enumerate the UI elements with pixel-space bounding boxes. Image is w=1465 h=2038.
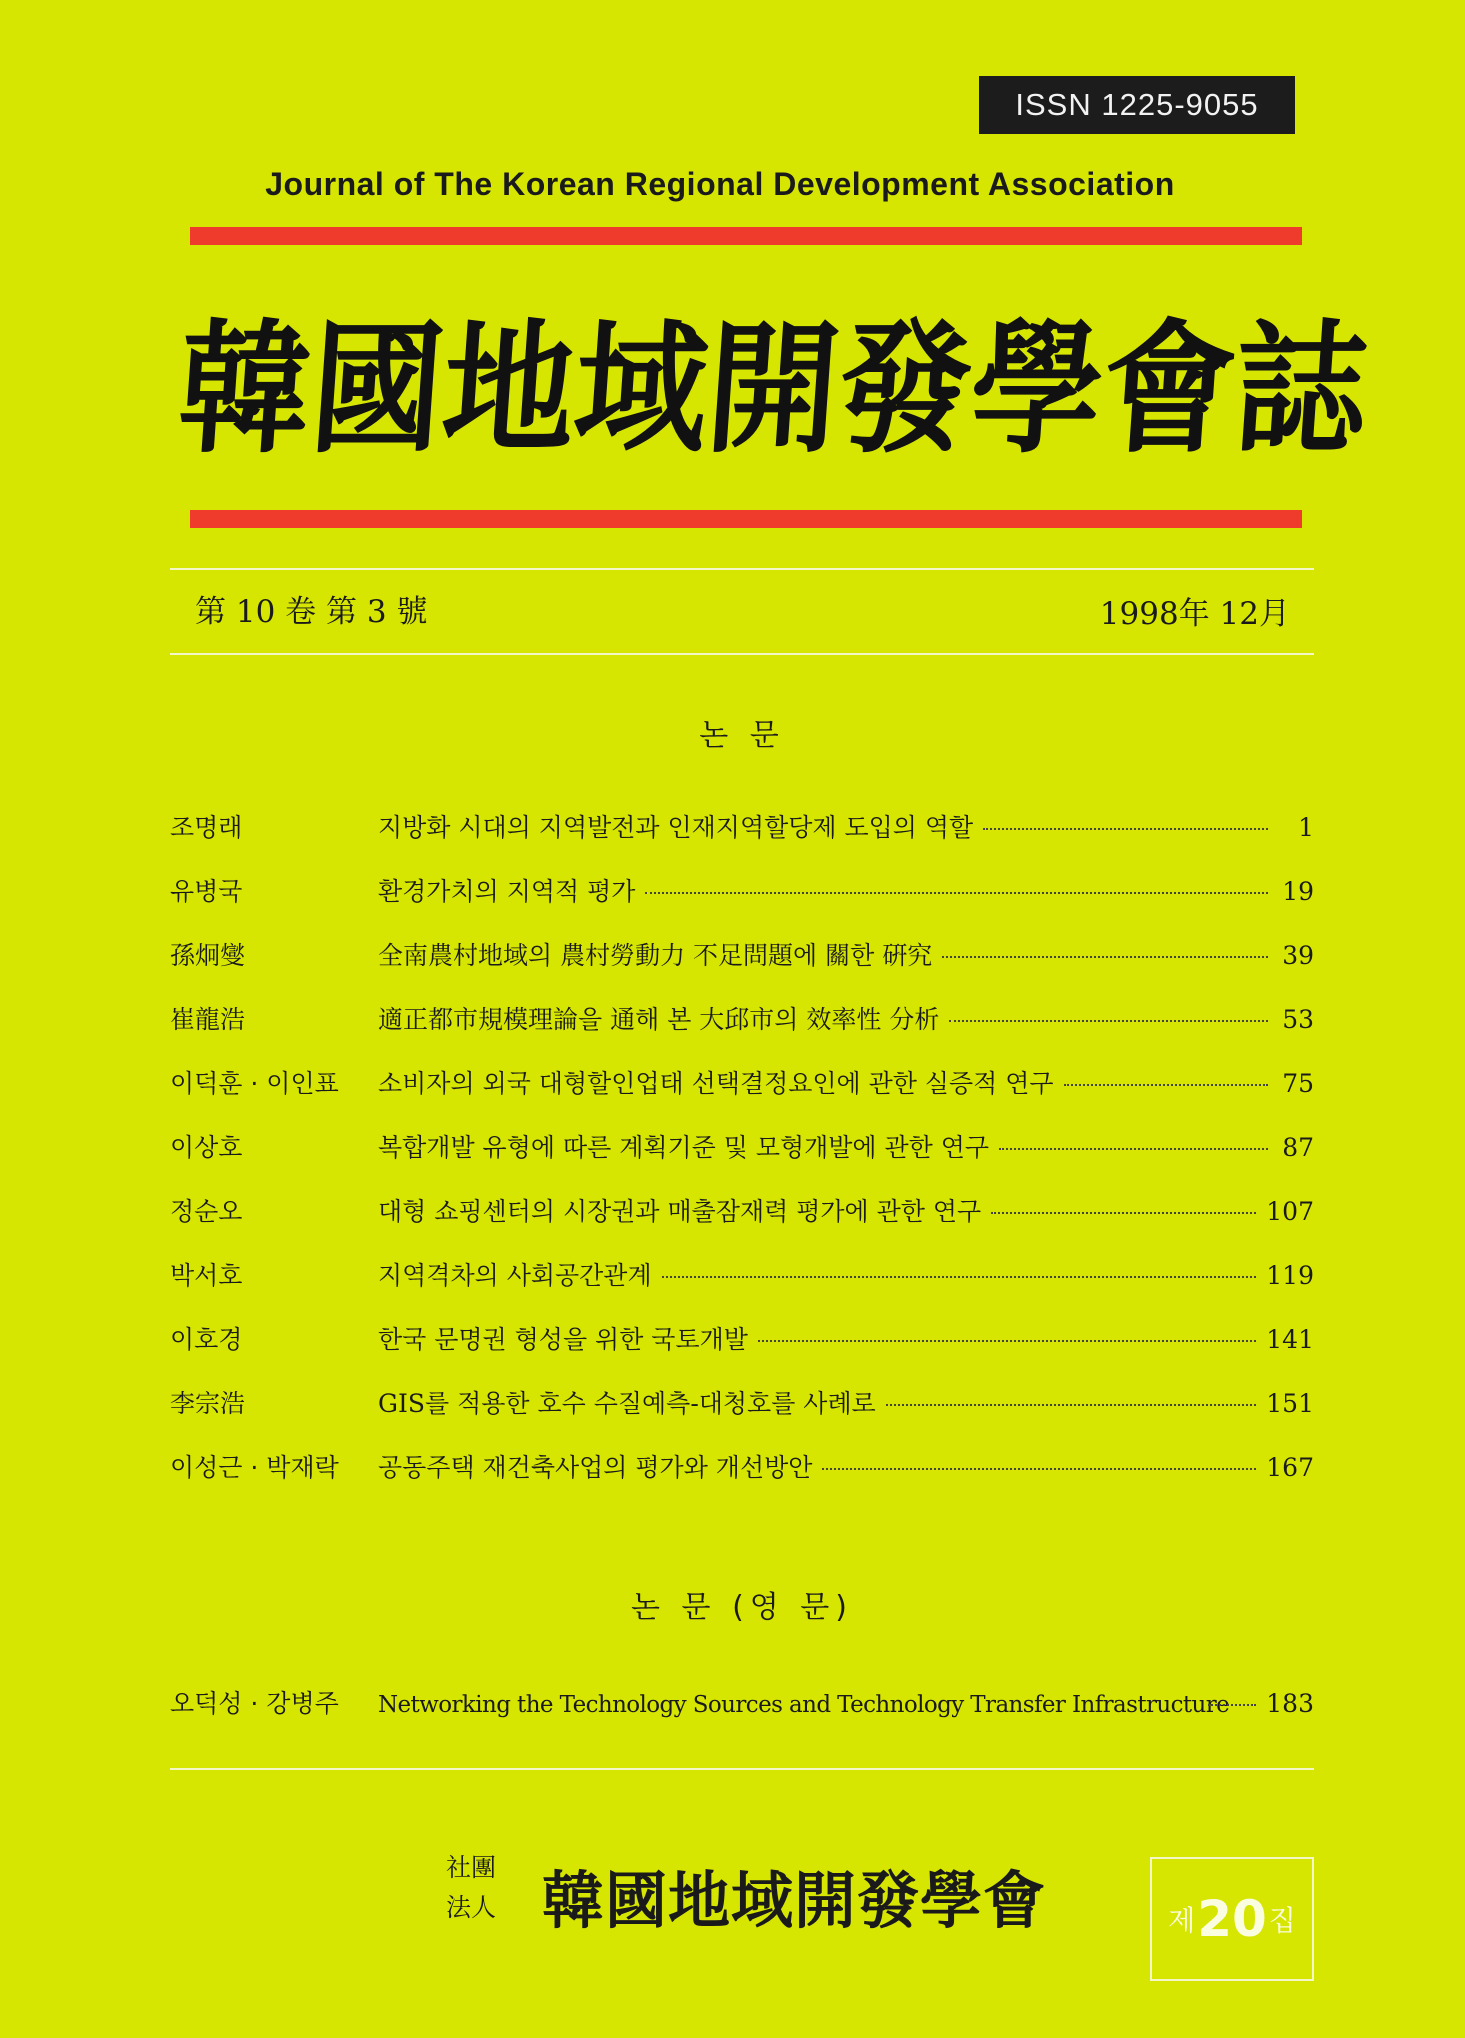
title-char: 發	[833, 305, 977, 474]
toc-title: 공동주택 재건축사업의 평가와 개선방안	[378, 1453, 813, 1482]
toc-title: 복합개발 유형에 따른 계획기준 및 모형개발에 관한 연구	[378, 1133, 990, 1162]
toc-title: 소비자의 외국 대형할인업태 선택결정요인에 관한 실증적 연구	[378, 1069, 1054, 1098]
toc-leader-dots	[886, 1404, 1257, 1406]
toc-author: 정순오	[170, 1197, 243, 1226]
title-char: 國	[305, 305, 449, 474]
toc-leader-dots	[1064, 1084, 1268, 1086]
title-char: 誌	[1229, 305, 1373, 474]
journal-english-title: Journal of The Korean Regional Development Association	[265, 166, 1175, 202]
toc-page: 119	[1266, 1261, 1314, 1290]
toc-author: 오덕성 · 강병주	[170, 1689, 339, 1718]
toc-leader-dots	[983, 828, 1268, 830]
toc-author: 崔龍浩	[170, 1005, 246, 1034]
toc-row	[170, 1064, 1314, 1104]
toc-leader-dots	[999, 1148, 1268, 1150]
red-rule-bottom	[190, 510, 1302, 528]
toc-author: 이호경	[170, 1325, 243, 1354]
toc-row	[170, 1000, 1314, 1040]
toc-author: 이성근 · 박재락	[170, 1453, 339, 1482]
toc-row	[170, 1384, 1314, 1424]
divider	[170, 653, 1314, 655]
toc-title: 한국 문명권 형성을 위한 국토개발	[378, 1325, 748, 1354]
toc-row	[170, 872, 1314, 912]
toc-leader-dots	[758, 1340, 1256, 1342]
toc-title: 適正都市規模理論을 通해 본 大邱市의 效率性 分析	[378, 1005, 940, 1034]
toc-author: 李宗浩	[170, 1389, 246, 1418]
issn-label: ISSN 1225-9055	[979, 76, 1295, 134]
toc-leader-dots	[991, 1212, 1256, 1214]
toc-row	[170, 1320, 1314, 1360]
toc-page: 107	[1266, 1197, 1314, 1226]
toc-page: 167	[1266, 1453, 1314, 1482]
toc-row	[170, 1128, 1314, 1168]
publisher-type	[446, 1848, 496, 1928]
title-char: 地	[437, 305, 581, 474]
toc-page: 53	[1282, 1005, 1314, 1034]
publisher-name: 韓國地域開發學會	[542, 1864, 1047, 1937]
toc-page: 75	[1282, 1069, 1314, 1098]
issue-number-prefix: 제	[1168, 1904, 1196, 1937]
toc-row	[170, 936, 1314, 976]
toc-title: Networking the Technology Sources and Technology Transfer Infrastructure	[378, 1692, 1230, 1718]
toc-author: 박서호	[170, 1261, 243, 1290]
toc-page: 183	[1266, 1689, 1314, 1718]
title-char: 域	[569, 305, 713, 474]
toc-title: 지역격차의 사회공간관계	[378, 1261, 652, 1290]
toc-leader-dots	[822, 1468, 1256, 1470]
toc-leader-dots	[662, 1276, 1257, 1278]
toc-leader-dots	[949, 1020, 1268, 1022]
toc-page: 1	[1298, 813, 1314, 842]
toc-row	[170, 1256, 1314, 1296]
section-heading-papers: 논 문	[699, 718, 785, 753]
issue-number-suffix: 집	[1268, 1904, 1296, 1937]
toc-leader-dots	[942, 956, 1268, 958]
toc-title: 대형 쇼핑센터의 시장권과 매출잠재력 평가에 관한 연구	[378, 1197, 982, 1226]
toc-page: 19	[1282, 877, 1314, 906]
toc-row	[170, 1684, 1314, 1724]
publisher-type-line1: 社團	[446, 1853, 497, 1882]
toc-page: 141	[1266, 1325, 1314, 1354]
title-char: 會	[1097, 305, 1241, 474]
toc-author: 조명래	[170, 813, 243, 842]
toc-leader-dots	[645, 892, 1268, 894]
issue-number-box	[1150, 1857, 1314, 1981]
toc-title: GIS를 적용한 호수 수질예측-대청호를 사례로	[378, 1389, 876, 1418]
toc-title: 全南農村地域의 農村勞動力 不足問題에 關한 硏究	[378, 941, 933, 970]
title-char: 學	[965, 305, 1109, 474]
publisher-type-line2: 法人	[446, 1893, 497, 1922]
toc-row	[170, 808, 1314, 848]
toc-row	[170, 1448, 1314, 1488]
toc-title: 환경가치의 지역적 평가	[378, 877, 636, 906]
divider	[170, 1768, 1314, 1770]
toc-author: 유병국	[170, 877, 243, 906]
divider	[170, 568, 1314, 570]
toc-page: 39	[1282, 941, 1314, 970]
title-char: 開	[701, 305, 845, 474]
issue-number: 20	[1197, 1890, 1267, 1948]
toc-author: 孫炯燮	[170, 941, 246, 970]
title-char: 韓	[173, 305, 317, 474]
toc-page: 87	[1282, 1133, 1314, 1162]
toc-leader-dots	[1208, 1704, 1256, 1706]
issue-date: 1998年 12月	[1099, 596, 1290, 632]
red-rule-top	[190, 227, 1302, 245]
toc-author: 이상호	[170, 1133, 243, 1162]
toc-title: 지방화 시대의 지역발전과 인재지역할당제 도입의 역할	[378, 813, 974, 842]
journal-calligraphy-title	[173, 282, 1373, 474]
section-heading-english-papers: 논 문 (영 문)	[631, 1590, 853, 1625]
toc-author: 이덕훈 · 이인표	[170, 1069, 339, 1098]
volume-number: 第 10 卷 第 3 號	[195, 594, 428, 630]
toc-page: 151	[1266, 1389, 1314, 1418]
toc-row	[170, 1192, 1314, 1232]
